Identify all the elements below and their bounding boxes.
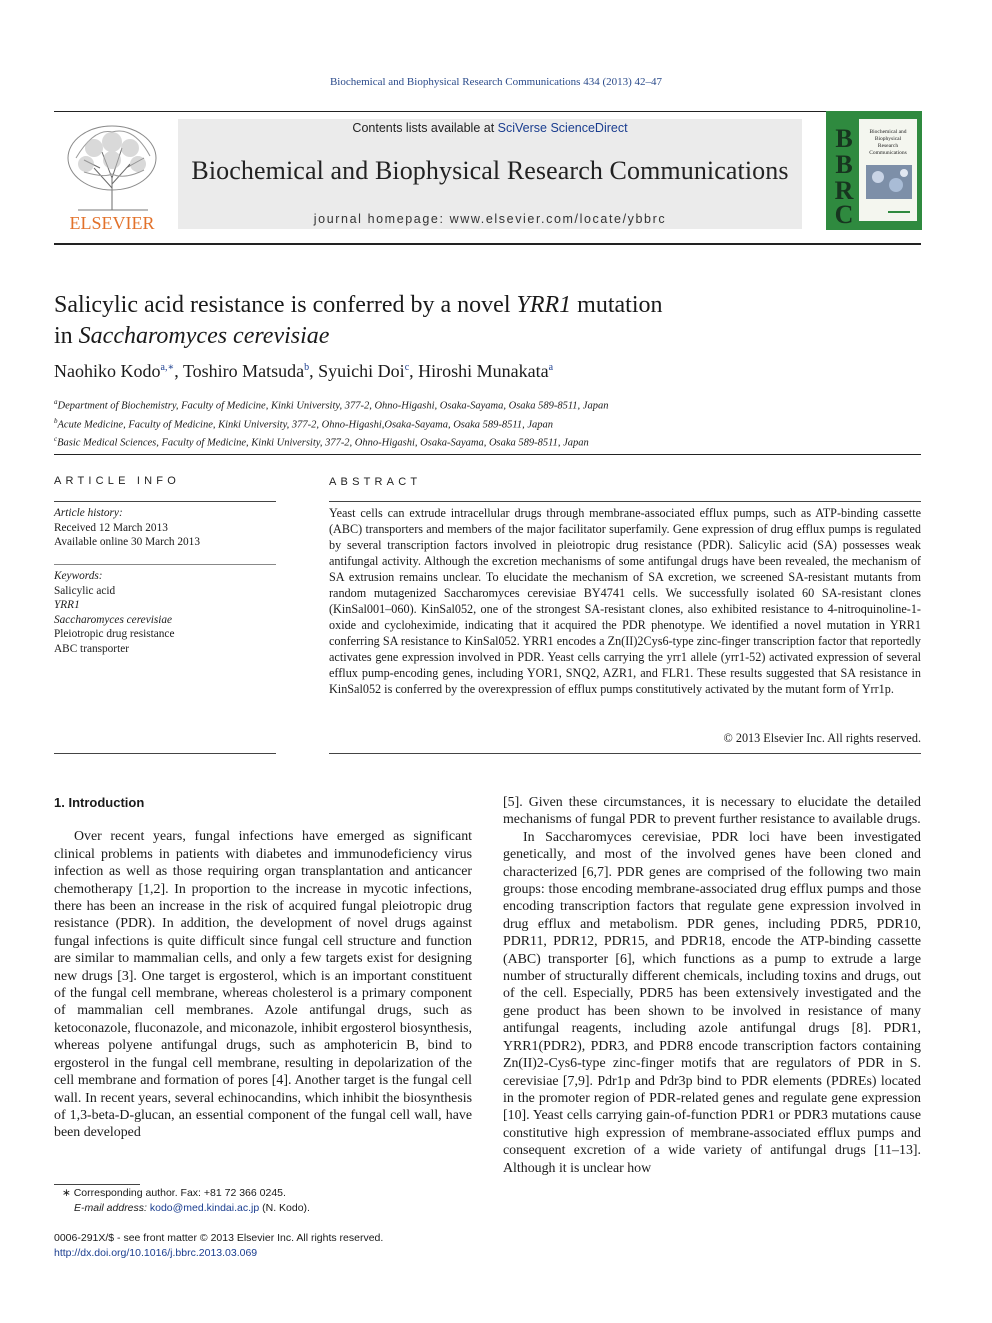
- abstract-bottom-rule: [329, 753, 921, 754]
- body-paragraph: [5]. Given these circumstances, it is necessary to elucidate the detailed mechanisms of fungal PDR to prevent further resistance to available drugs.: [503, 795, 921, 828]
- sciencedirect-link[interactable]: SciVerse ScienceDirect: [497, 121, 628, 135]
- keyword-item: ABC transporter: [54, 642, 129, 655]
- title-block-rule: [54, 454, 921, 455]
- svg-text:Communications: Communications: [869, 150, 907, 156]
- article-info-rule: [54, 501, 276, 502]
- affiliations: [54, 395, 914, 451]
- abstract-heading: ABSTRACT: [329, 476, 422, 488]
- svg-text:Biophysical: Biophysical: [874, 136, 902, 142]
- journal-citation[interactable]: Biochemical and Biophysical Research Communications 434 (2013) 42–47: [329, 76, 663, 88]
- author-name[interactable]: Syuichi Doi: [318, 361, 405, 381]
- author-affiliation-mark[interactable]: a: [548, 362, 554, 373]
- email-note: E-mail address: kodo@med.kindai.ac.jp (N. Kodo).: [74, 1202, 310, 1214]
- body-column-right: [503, 794, 921, 1177]
- author-list: Naohiko Kodo$^{a,∗}$, Toshiro Matsuda$^b$, Syuichi Doi$^c$, Hiroshi Munakata$^a$: [54, 361, 554, 381]
- svg-text:Research: Research: [877, 143, 899, 149]
- svg-text:C: C: [834, 200, 854, 229]
- abstract-rule: [329, 501, 921, 502]
- body-column-left: [54, 794, 472, 1142]
- email-link[interactable]: kodo@med.kindai.ac.jp: [149, 1202, 260, 1214]
- author-affiliation-mark[interactable]: c: [404, 362, 410, 373]
- svg-text:Biochemical and: Biochemical and: [869, 129, 907, 135]
- section-heading: 1. Introduction: [54, 795, 145, 810]
- svg-text:R: R: [834, 176, 854, 205]
- received-date: Received 12 March 2013: [54, 521, 168, 534]
- journal-homepage[interactable]: journal homepage: www.elsevier.com/locate/ybbrc: [313, 212, 667, 226]
- keyword-item: YRR1: [54, 599, 80, 611]
- contents-line: [178, 121, 802, 135]
- body-paragraph: In Saccharomyces cerevisiae, PDR loci have been investigated genetically, and most of the involved genes have been cloned and characterized [6,7]. PDR genes are comprised of the following two main groups: those encoding membrane-associated drug efflux pumps and those encoding transcription factors that regulate gene expression involved in drug efflux and metabolism. PDR genes, including PDR5, PDR10, PDR11, PDR12, PDR15, and PDR18, encode the ATP-binding cassette (ABC) transporter [6], which functions as a pump to extrude a large number of structurally different chemicals, including toxins and drugs, out of the cell. Especially, PDR5 has been extensively investigated and the gene product has been shown to be involved in resistance of many antifungal reagents, including azole antifungal drugs [8]. PDR1, YRR1(PDR2), PDR3, and PDR8 encode transcription factors containing Zn(II)2-Cys6-type zinc-finger motifs that are regulators of PDR in S. cerevisiae [7,9]. Pdr1p and Pdr3p bind to PDR elements (PDREs) located in the promoter region of PDR-related genes and regulate gene expression [10]. Yeast cells carrying gain-of-function PDR1 or PDR3 mutations cause constitutive high expression of membrane-associated efflux pumps and consequent excretion of a wide variety of antifungal drugs [11–13]. Although it is unclear how: [503, 829, 921, 1176]
- keyword-item: Pleiotropic drug resistance: [54, 628, 175, 640]
- doi-link[interactable]: http://dx.doi.org/10.1016/j.bbrc.2013.03.069: [54, 1247, 258, 1259]
- journal-cover-thumbnail[interactable]: [826, 111, 922, 230]
- keyword-item: Salicylic acid: [54, 584, 116, 597]
- available-date: Available online 30 March 2013: [54, 536, 200, 548]
- footnote-rule: [54, 1184, 140, 1185]
- elsevier-wordmark: ELSEVIER: [69, 213, 155, 233]
- abstract-copyright: © 2013 Elsevier Inc. All rights reserved.: [723, 731, 921, 745]
- keywords-rule: [54, 564, 276, 565]
- contents-prefix: Contents lists available at: [352, 121, 495, 135]
- author-affiliation-mark[interactable]: b: [304, 362, 310, 373]
- affiliation-item: $^a$Department of Biochemistry, Faculty of Medicine, Kinki University, 377-2, Ohno-Higashi, Osaka-Sayama, Osaka 589-8511, Japan: [54, 398, 609, 412]
- body-paragraph: Over recent years, fungal infections have emerged as significant clinical problems in patients with diabetes and immunodeficiency virus infection as well as those requiring organ transplantation and anticancer chemotherapy [1,2]. In proportion to the increase in mycotic infections, there has been an increase in the risk of acquired fungal pleiotropic drug resistance (PDR). In addition, the development of novel drugs against fungal infections is quite difficult since fungal cell structure and function are similar to mammalian cells, and only a few targets exist for designing new drugs [3]. One target is ergosterol, which is an important constituent of the fungal cell membrane, whereas cholesterol is a primary component of mammalian cell membranes. Azole antifungal drugs, such as ketoconazole, fluconazole, and miconazole, inhibit ergosterol biosynthesis, whereas polyene antifungal drugs, such as amphotericin B, bind to ergosterol in the fungal cell membrane, resulting in depolarization of the cell membrane and formation of pores [4]. Another target is the fungal cell wall. In recent years, several echinocandins, which inhibit the biosynthesis of 1,3-beta-D-glucan, an essential component of the fungal cell wall, have been developed: [54, 829, 472, 1141]
- header-top-rule: [54, 111, 921, 112]
- author-name[interactable]: Hiroshi Munakata: [418, 361, 549, 381]
- affiliation-item: $^b$Acute Medicine, Faculty of Medicine, Kinki University, 377-2, Ohno-Higashi,Osaka-Sayama, Osaka 589-8511, Japan: [54, 416, 554, 430]
- header-bottom-rule: [54, 243, 921, 245]
- journal-title: Biochemical and Biophysical Research Communications: [191, 156, 789, 185]
- author-name[interactable]: Toshiro Matsuda: [182, 361, 305, 381]
- author-name[interactable]: Naohiko Kodo: [54, 361, 161, 381]
- author-affiliation-mark[interactable]: a,∗: [160, 362, 175, 373]
- affiliation-item: $^c$Basic Medical Sciences, Faculty of Medicine, Kinki University, 377-2, Ohno-Higashi, Osaka-Sayama, Osaka 589-8511, Japan: [54, 435, 589, 449]
- article-history: Article history: Received 12 March 2013 Available online 30 March 2013: [54, 506, 276, 550]
- bbrc-cover-image: [826, 111, 922, 230]
- corresponding-author-note: ∗ Corresponding author. Fax: +81 72 366 0245.: [62, 1187, 286, 1199]
- keywords-list: Keywords: Salicylic acid YRR1 Saccharomyces cerevisiae Pleiotropic drug resistance ABC transporter: [54, 569, 276, 656]
- footnotes: [54, 1186, 472, 1216]
- article-info-bottom-rule: [54, 753, 276, 754]
- elsevier-logo[interactable]: [54, 118, 170, 234]
- elsevier-tree-icon: [54, 118, 170, 234]
- keyword-item: Saccharomyces cerevisiae: [54, 613, 173, 626]
- svg-text:B: B: [835, 124, 853, 153]
- abstract-text: Yeast cells can extrude intracellular drugs through membrane-associated efflux pumps, such as ATP-binding cassette (ABC) transporters and members of the major facilitator superfamily. Gene expression of drug efflux pumps is regulated by several transcription factors involved in pleiotropic drug resistance (PDR). Salicylic acid (SA) possesses weak antifungal activity. Although the excretion mechanisms of some antifungal drugs have been revealed, the mechanism of SA extrusion remains unclear. To elucidate the mechanism of SA excretion, we screened SA-resistant mutants from random mutagenized Saccharomyces cerevisiae BY4741 cells. We successfully isolated 60 SA-resistant clones (KinSal001–060). KinSal052, one of the strongest SA-resistant clones, also exhibited resistance to 4-nitroquinoline-1-oxide and cycloheximide, indicating that it acquired the PDR phenotype. We identified a novel mutation in YRR1 conferring SA resistance to KinSal052. YRR1 encodes a Zn(II)2Cys6-type zinc-finger transcription factor that reportedly activates gene expression involved in PDR. Yeast cells carrying the yrr1 allele (yrr1-52) activated expression of several efflux pump-encoding genes, including YOR1, SNQ2, AZR1, and FLR1. These results suggested that SA resistance in KinSal052 is conferred by the overexpression of efflux pumps constitutively activated by the mutant form of Yrr1p.: [329, 506, 921, 696]
- page-footer: [54, 1231, 554, 1261]
- issn-line: 0006-291X/$ - see front matter © 2013 Elsevier Inc. All rights reserved.: [54, 1232, 384, 1244]
- article-info-heading: ARTICLE INFO: [54, 475, 180, 487]
- article-title: Salicylic acid resistance is conferred by a novel YRR1 mutation in Saccharomyces cerevisiae: [54, 292, 663, 349]
- svg-text:B: B: [835, 150, 853, 179]
